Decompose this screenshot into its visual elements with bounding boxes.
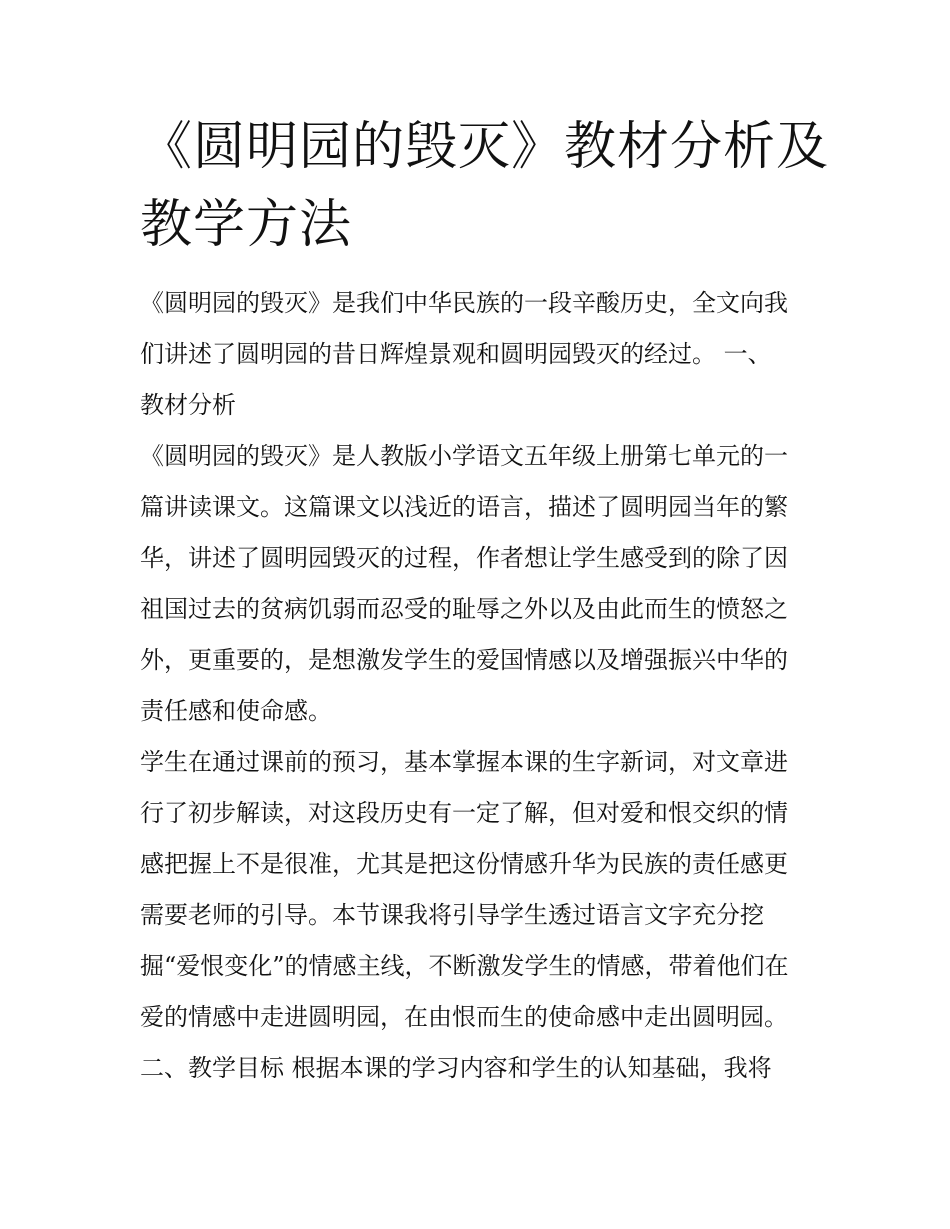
body-line: 二、教学目标 根据本课的学习内容和学生的认知基础，我将: [140, 1054, 772, 1082]
body-line: 需要老师的引导。本节课我将引导学生透过语言文字充分挖: [140, 901, 764, 929]
body-line: 们讲述了圆明园的昔日辉煌景观和圆明园毁灭的经过。 一、: [140, 340, 772, 368]
body-line: 行了初步解读，对这段历史有一定了解，但对爱和恨交织的情: [140, 799, 788, 827]
body-line: 感把握上不是很准，尤其是把这份情感升华为民族的责任感更: [140, 850, 788, 878]
document-body: [140, 278, 812, 1094]
document-title: [140, 108, 830, 264]
body-line: 篇讲读课文。这篇课文以浅近的语言，描述了圆明园当年的繁: [140, 493, 788, 521]
body-line: 掘“爱恨变化”的情感主线，不断激发学生的情感，带着他们在: [140, 952, 789, 980]
body-line: 外，更重要的，是想激发学生的爱国情感以及增强振兴中华的: [140, 646, 788, 674]
body-line: 责任感和使命感。: [140, 697, 332, 725]
body-line: 爱的情感中走进圆明园，在由恨而生的使命感中走出圆明园。: [140, 1003, 788, 1031]
body-line: 《圆明园的毁灭》是我们中华民族的一段辛酸历史，全文向我: [140, 289, 788, 317]
body-line: 华，讲述了圆明园毁灭的过程，作者想让学生感受到的除了因: [140, 544, 788, 572]
body-line: 教材分析: [140, 391, 236, 419]
title-line: 教学方法: [140, 195, 353, 255]
body-line: 《圆明园的毁灭》是人教版小学语文五年级上册第七单元的一: [140, 442, 788, 470]
body-line: 学生在通过课前的预习，基本掌握本课的生字新词，对文章进: [140, 748, 788, 776]
title-line: 《圆明园的毁灭》教材分析及: [140, 117, 830, 177]
body-line: 祖国过去的贫病饥弱而忍受的耻辱之外以及由此而生的愤怒之: [140, 595, 788, 623]
